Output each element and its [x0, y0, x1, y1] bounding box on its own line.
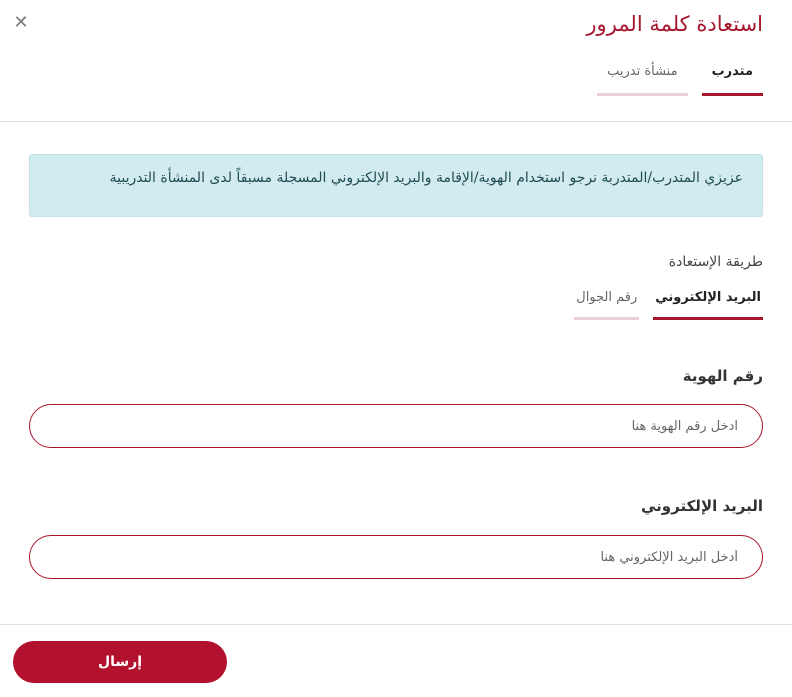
recovery-method-label: طريقة الإستعادة	[668, 254, 763, 270]
close-icon[interactable]: ✕	[13, 12, 29, 33]
email-label: البريد الإلكتروني	[641, 497, 763, 515]
role-tabs	[597, 60, 763, 96]
modal-title: استعادة كلمة المرور	[586, 12, 763, 36]
tab-email[interactable]: البريد الإلكتروني	[653, 288, 763, 320]
header-divider	[0, 121, 792, 122]
id-number-label: رقم الهوية	[682, 367, 763, 385]
footer-divider	[0, 624, 792, 625]
tab-training-facility[interactable]: منشأة تدريب	[597, 60, 688, 96]
info-alert: عزيزي المتدرب/المتدربة نرجو استخدام الهوية/الإقامة والبريد الإلكتروني المسجلة مسبقاً لدى المنشأة التدريبية	[29, 154, 763, 217]
tab-mobile[interactable]: رقم الجوال	[574, 288, 639, 320]
recovery-method-tabs	[574, 288, 763, 320]
submit-button[interactable]: إرسال	[13, 641, 227, 683]
email-input[interactable]	[29, 535, 763, 579]
id-number-input[interactable]	[29, 404, 763, 448]
tab-trainee[interactable]: متدرب	[702, 60, 763, 96]
